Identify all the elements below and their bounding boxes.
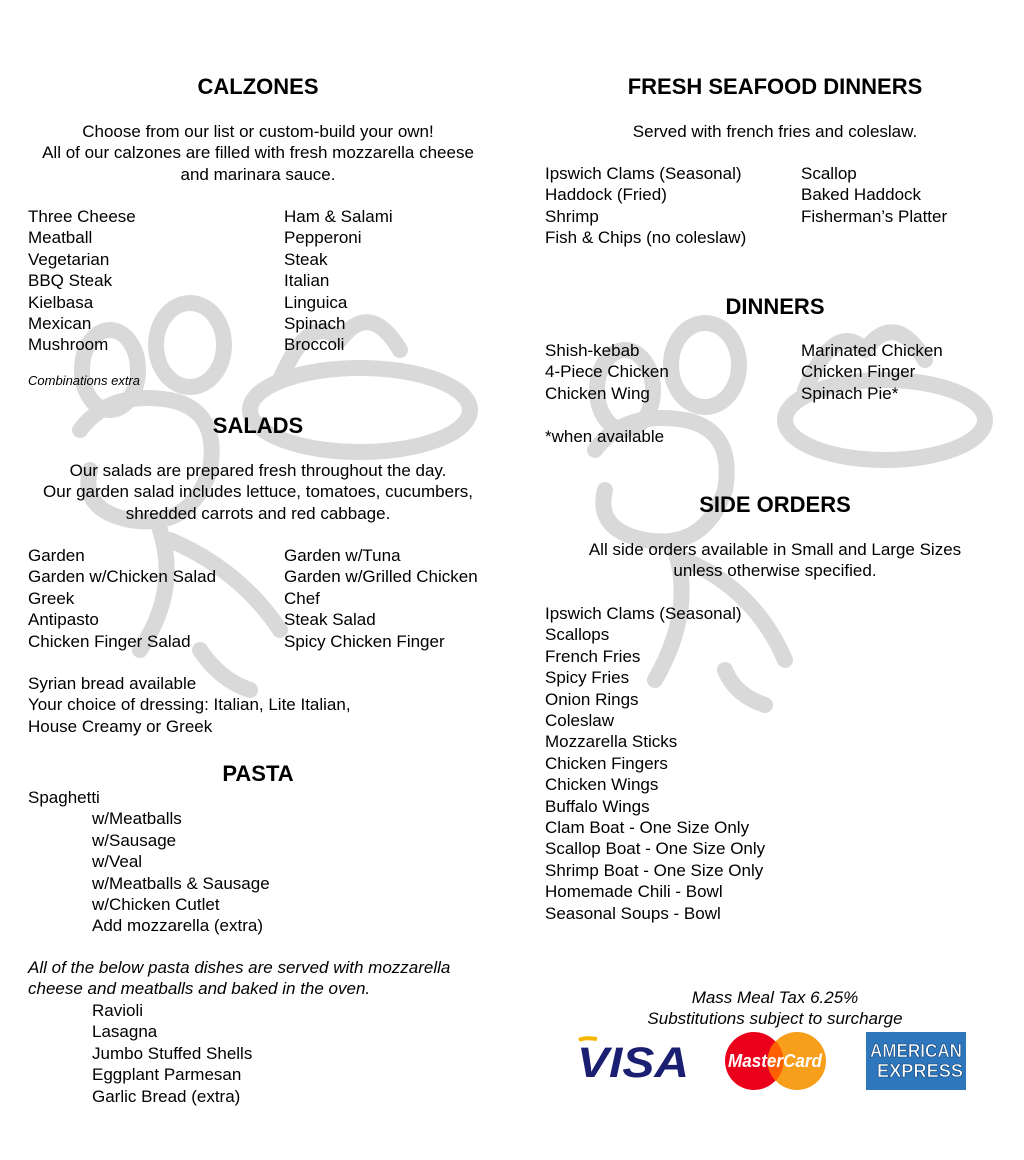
pasta-baked-item: Garlic Bread (extra) — [92, 1086, 241, 1106]
side-item: Homemade Chili - Bowl — [545, 882, 723, 902]
seafood-item: Fisherman’s Platter — [801, 206, 948, 226]
salad-item: Chicken Finger Salad — [28, 631, 191, 651]
calzone-item: Mexican — [28, 314, 92, 334]
calzone-item: Three Cheese — [28, 207, 136, 226]
pasta-option: w/Meatballs — [92, 809, 182, 829]
intro-line: Our garden salad includes lettuce, tomatoes, cucumbers, — [43, 482, 473, 502]
dinner-item: Spinach Pie* — [801, 383, 899, 403]
side-item: Scallops — [545, 625, 610, 645]
amex-line1: AMERICAN — [870, 1041, 962, 1061]
pasta-option: w/Sausage — [92, 830, 177, 850]
calzone-item: Broccoli — [284, 335, 345, 355]
calzone-item: Meatball — [28, 228, 93, 248]
pasta-list — [28, 787, 488, 937]
pasta-baked-item: Lasagna — [92, 1022, 158, 1042]
side-item: Mozzarella Sticks — [545, 732, 678, 752]
dinner-item: 4-Piece Chicken — [545, 362, 669, 382]
calzone-item: Mushroom — [28, 335, 109, 355]
note-line: All of the below pasta dishes are served with mozzarella — [28, 958, 451, 977]
pasta-baked-note — [28, 957, 488, 1000]
side-item: Shrimp Boat - One Size Only — [545, 860, 764, 880]
side-item: French Fries — [545, 646, 641, 666]
dinner-item: Chicken Finger — [801, 362, 916, 382]
salad-item: Garden w/Chicken Salad — [28, 567, 217, 587]
dinner-item: Shish-kebab — [545, 341, 640, 360]
salad-item: Greek — [28, 588, 75, 608]
amex-logo — [866, 1032, 966, 1090]
intro-line: All side orders available in Small and Large Sizes — [588, 540, 962, 559]
salads-intro — [28, 460, 488, 524]
side-orders-intro — [545, 539, 1005, 582]
seafood-intro — [545, 121, 1005, 142]
intro-line: Served with french fries and coleslaw. — [632, 122, 918, 141]
calzone-item: Linguica — [284, 292, 348, 312]
salad-item: Spicy Chicken Finger — [284, 631, 445, 651]
salad-item: Garden — [28, 546, 85, 565]
seafood-item: Ipswich Clams (Seasonal) — [545, 164, 742, 183]
pasta-main: Spaghetti — [28, 788, 100, 807]
seafood-item: Fish & Chips (no coleslaw) — [545, 228, 747, 248]
payment-cards — [575, 1030, 967, 1092]
intro-line: shredded carrots and red cabbage. — [125, 503, 391, 523]
calzone-item: Vegetarian — [28, 249, 110, 269]
side-orders-list — [545, 603, 1005, 924]
intro-line: Our salads are prepared fresh throughout the day. — [69, 461, 447, 480]
salad-item: Garden w/Grilled Chicken — [284, 567, 478, 587]
calzone-item: BBQ Steak — [28, 271, 113, 291]
tax-note: Mass Meal Tax 6.25% — [691, 988, 859, 1007]
dinner-item: Marinated Chicken — [801, 341, 943, 360]
calzone-item: Spinach — [284, 314, 346, 334]
calzones-intro — [28, 121, 488, 185]
intro-line: and marinara sauce. — [180, 164, 336, 184]
salads-notes — [28, 673, 488, 737]
pasta-option: Add mozzarella (extra) — [92, 916, 264, 936]
dinners-heading: DINNERS — [725, 294, 825, 319]
pasta-baked-item: Ravioli — [92, 1001, 144, 1020]
side-item: Coleslaw — [545, 711, 614, 731]
intro-line: Choose from our list or custom-build your own! — [82, 122, 434, 141]
calzone-item: Pepperoni — [284, 228, 362, 248]
salad-note: Syrian bread available — [28, 674, 197, 693]
salad-note: House Creamy or Greek — [28, 716, 213, 736]
side-item: Chicken Fingers — [545, 753, 668, 773]
side-item: Ipswich Clams (Seasonal) — [545, 604, 742, 623]
salad-item: Garden w/Tuna — [284, 546, 401, 565]
seafood-item: Haddock (Fried) — [545, 185, 667, 205]
side-orders-heading: SIDE ORDERS — [699, 492, 851, 517]
calzone-item: Ham & Salami — [284, 207, 393, 226]
dinners-note: *when available — [545, 427, 665, 446]
dinner-item: Chicken Wing — [545, 383, 650, 403]
calzones-heading: CALZONES — [197, 74, 319, 99]
seafood-item: Scallop — [801, 164, 857, 183]
side-item: Spicy Fries — [545, 668, 630, 688]
side-item: Clam Boat - One Size Only — [545, 818, 750, 838]
pasta-baked-item: Jumbo Stuffed Shells — [92, 1043, 253, 1063]
salad-item: Chef — [284, 588, 320, 608]
salad-item: Steak Salad — [284, 610, 376, 630]
side-item: Scallop Boat - One Size Only — [545, 839, 766, 859]
calzone-item: Kielbasa — [28, 292, 94, 312]
side-item: Onion Rings — [545, 689, 639, 709]
pasta-baked-list — [28, 1000, 488, 1107]
salad-note: Your choice of dressing: Italian, Lite Italian, — [28, 695, 351, 715]
pasta-heading: PASTA — [222, 761, 294, 786]
seafood-heading: FRESH SEAFOOD DINNERS — [627, 74, 923, 99]
pasta-option: w/Meatballs & Sausage — [92, 873, 270, 893]
calzone-item: Italian — [284, 271, 330, 291]
seafood-item: Baked Haddock — [801, 185, 922, 205]
calzones-note: Combinations extra — [28, 373, 140, 388]
calzone-item: Steak — [284, 249, 328, 269]
pasta-option: w/Veal — [92, 852, 143, 872]
pasta-option: w/Chicken Cutlet — [92, 895, 220, 915]
salads-heading: SALADS — [212, 413, 304, 438]
visa-logo — [577, 1038, 689, 1087]
side-item: Buffalo Wings — [545, 796, 650, 816]
pasta-baked-item: Eggplant Parmesan — [92, 1065, 242, 1085]
substitutions-note: Substitutions subject to surcharge — [647, 1009, 903, 1028]
intro-line: unless otherwise specified. — [673, 561, 877, 581]
mastercard-wordmark: MasterCard — [728, 1051, 823, 1071]
salad-item: Antipasto — [28, 610, 99, 630]
side-item: Seasonal Soups - Bowl — [545, 903, 721, 923]
seafood-item: Shrimp — [545, 206, 599, 226]
visa-wordmark: VISA — [577, 1039, 689, 1087]
side-item: Chicken Wings — [545, 775, 659, 795]
intro-line: All of our calzones are filled with fresh mozzarella cheese — [42, 143, 474, 163]
note-line: cheese and meatballs and baked in the oven. — [28, 979, 371, 999]
amex-line2: EXPRESS — [877, 1061, 963, 1081]
mastercard-logo — [725, 1032, 826, 1090]
